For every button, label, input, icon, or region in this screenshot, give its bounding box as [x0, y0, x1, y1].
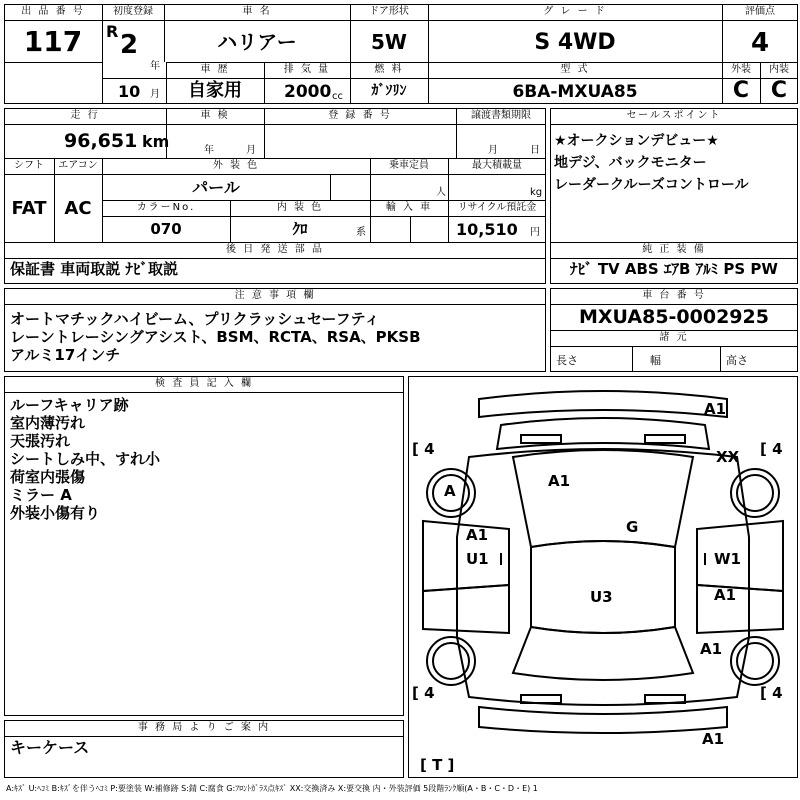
displacement-value: 2000 [284, 82, 332, 102]
history-value: 自家用 [188, 80, 242, 101]
color-no-label: カラーNo. [136, 202, 196, 213]
car-diagram [409, 377, 797, 777]
door-label: ドア形状 [369, 6, 409, 17]
chassis-label: 車 台 番 号 [642, 290, 706, 301]
displacement-unit: cc [332, 91, 343, 102]
spare-value: T [432, 756, 443, 774]
insp-month-unit: 月 [246, 145, 256, 156]
insp-year-unit: 年 [204, 145, 214, 156]
recycle-value: 10,510 [456, 220, 518, 239]
specs-label: 諸 元 [659, 332, 689, 343]
year-unit: 年 [150, 61, 160, 72]
office-label: 事 務 局 よ り ご 案 内 [137, 722, 271, 733]
dmg-bumper-front: A1 [704, 400, 727, 418]
later-items-label: 後 日 発 送 部 品 [226, 244, 324, 255]
tire-rr-value: 4 [772, 684, 783, 702]
era: R [106, 22, 119, 41]
tire-fl-value: 4 [424, 440, 435, 458]
legend: A:ｷｽﾞ U:ﾍｺﾐ B:ｷｽﾞを伴うﾍｺﾐ P:要塗装 W:補修跡 S:錆 C:腐食 G:ﾌﾛﾝﾄｶﾞﾗｽ点ｷｽﾞ XX:交換済み X:要交換 内・外装評価 5段階ﾗﾝｸ順(A・B・C・D・E) 1 [6, 784, 538, 793]
later-items-value: 保証書 車両取説 ﾅﾋﾞ取説 [10, 260, 178, 278]
car-diagram-block [408, 376, 798, 778]
history-label: 車 歴 [200, 64, 230, 75]
capacity-label: 乗車定員 [389, 160, 429, 171]
dmg-bonnet: A1 [548, 472, 571, 490]
reg-number-label: 登 録 番 号 [328, 110, 392, 121]
transfer-month-unit: 月 [488, 145, 498, 156]
recycle-unit: 円 [530, 227, 540, 238]
month-unit: 月 [150, 89, 160, 100]
tire-fr-value: 4 [772, 440, 783, 458]
genuine-value: ﾅﾋﾞ TV ABS ｴｱB ｱﾙﾐ PS PW [570, 260, 778, 278]
dmg-fender-fr: XX [716, 448, 740, 466]
dmg-door-fl: A1 [466, 526, 489, 544]
dmg-door-rr: A1 [714, 586, 737, 604]
interior-label: 内装 [769, 64, 789, 75]
dmg-bumper-rear: A1 [702, 730, 725, 748]
inspector-item: 天張汚れ [10, 432, 71, 450]
spec-width: 幅 [650, 354, 661, 367]
mileage-value: 96,651 [64, 130, 138, 152]
spare-mark: [ T ] [420, 756, 455, 774]
grade-label: グ レ ー ド [543, 6, 607, 17]
exterior-value: C [732, 78, 750, 103]
note-item: オートマチックハイビーム、プリクラッシュセーフティ [10, 310, 380, 328]
fuel-label: 燃 料 [374, 64, 404, 75]
interior-value: C [770, 78, 788, 103]
transfer-day-unit: 日 [530, 145, 540, 156]
fuel-value: ｶﾞｿﾘﾝ [371, 83, 407, 99]
int-color-label: 内 装 色 [276, 202, 324, 213]
int-color-value: ｸﾛ [292, 220, 308, 238]
score-label: 評価点 [745, 6, 775, 17]
note-item: レーントレーシングアシスト、BSM、RCTA、RSA、PKSB [10, 328, 421, 346]
shift-label: シフト [14, 160, 44, 171]
inspector-list [10, 396, 160, 522]
sales-point-item: レーダークルーズコントロール [554, 177, 749, 193]
ext-color-label: 外 装 色 [212, 160, 260, 171]
tire-rl-mark: [ 4 [412, 684, 435, 702]
ac-value: AC [64, 198, 92, 219]
dmg-roof: G [626, 518, 639, 536]
month-value: 10 [118, 82, 141, 101]
model-label: 型 式 [560, 64, 590, 75]
score-value: 4 [750, 28, 770, 58]
int-color-unit: 系 [356, 227, 366, 238]
inspector-item: 荷室内張傷 [10, 468, 86, 486]
tire-rl-value: 4 [424, 684, 435, 702]
mileage-label: 走 行 [70, 110, 100, 121]
notes-label: 注 意 事 項 欄 [234, 290, 316, 301]
car-name: ハリアー [217, 30, 297, 54]
sales-point-item: 地デジ、バックモニター [554, 155, 707, 171]
dmg-door-fr: W1 [714, 550, 741, 568]
dmg-mirror-l: A [444, 482, 456, 500]
exterior-label: 外装 [731, 64, 751, 75]
spec-height: 高さ [726, 354, 748, 367]
max-load-unit: kg [530, 187, 543, 198]
sales-point-item: ★オークションデビュー★ [554, 133, 719, 149]
displacement-label: 排 気 量 [283, 64, 331, 75]
shift-value: FAT [11, 198, 47, 219]
capacity-unit: 人 [436, 187, 446, 198]
max-load-label: 最大積載量 [472, 160, 522, 171]
tire-fl-mark: [ 4 [412, 440, 435, 458]
first-reg-label: 初度登録 [113, 6, 153, 17]
spec-length: 長さ [556, 354, 578, 367]
door-value: 5W [371, 30, 407, 54]
inspection-label: 車 検 [200, 110, 230, 121]
dmg-roof-rear: U3 [590, 588, 613, 606]
inspector-label: 検 査 員 記 入 欄 [155, 378, 253, 389]
tire-fr-mark: [ 4 [760, 440, 783, 458]
note-item: アルミ17インチ [10, 346, 121, 364]
dmg-door-rl: U1 [466, 550, 489, 568]
inspector-item: 室内薄汚れ [10, 414, 86, 432]
inspector-item: 外装小傷有り [10, 504, 101, 522]
year-value: 2 [120, 30, 139, 60]
chassis-value: MXUA85-0002925 [579, 306, 769, 328]
sales-points-label: セールスポイント [626, 110, 722, 121]
lot-number: 117 [23, 25, 83, 58]
color-no-value: 070 [150, 220, 182, 238]
inspector-item: シートしみ中、すれ小 [10, 450, 161, 468]
genuine-label: 純 正 装 備 [642, 244, 706, 255]
dmg-quarter-r: A1 [700, 640, 723, 658]
lot-label: 出 品 番 号 [21, 6, 85, 17]
recycle-label: リサイクル預託金 [457, 202, 537, 213]
inspector-item: ルーフキャリア跡 [10, 396, 129, 414]
grade-value: S 4WD [534, 30, 616, 55]
inspector-item: ミラー A [10, 486, 72, 504]
import-label: 輸 入 車 [385, 202, 433, 213]
tire-rr-mark: [ 4 [760, 684, 783, 702]
car-name-label: 車 名 [242, 6, 272, 17]
ext-color-value: パール [192, 178, 240, 197]
mileage-unit: km [142, 132, 170, 151]
notes-list [10, 310, 421, 364]
ac-label: エアコン [58, 160, 98, 171]
model-value: 6BA-MXUA85 [512, 82, 638, 102]
transfer-label: 譲渡書類期限 [471, 110, 531, 121]
office-value: キーケース [10, 738, 90, 757]
sales-points-list [554, 130, 749, 196]
